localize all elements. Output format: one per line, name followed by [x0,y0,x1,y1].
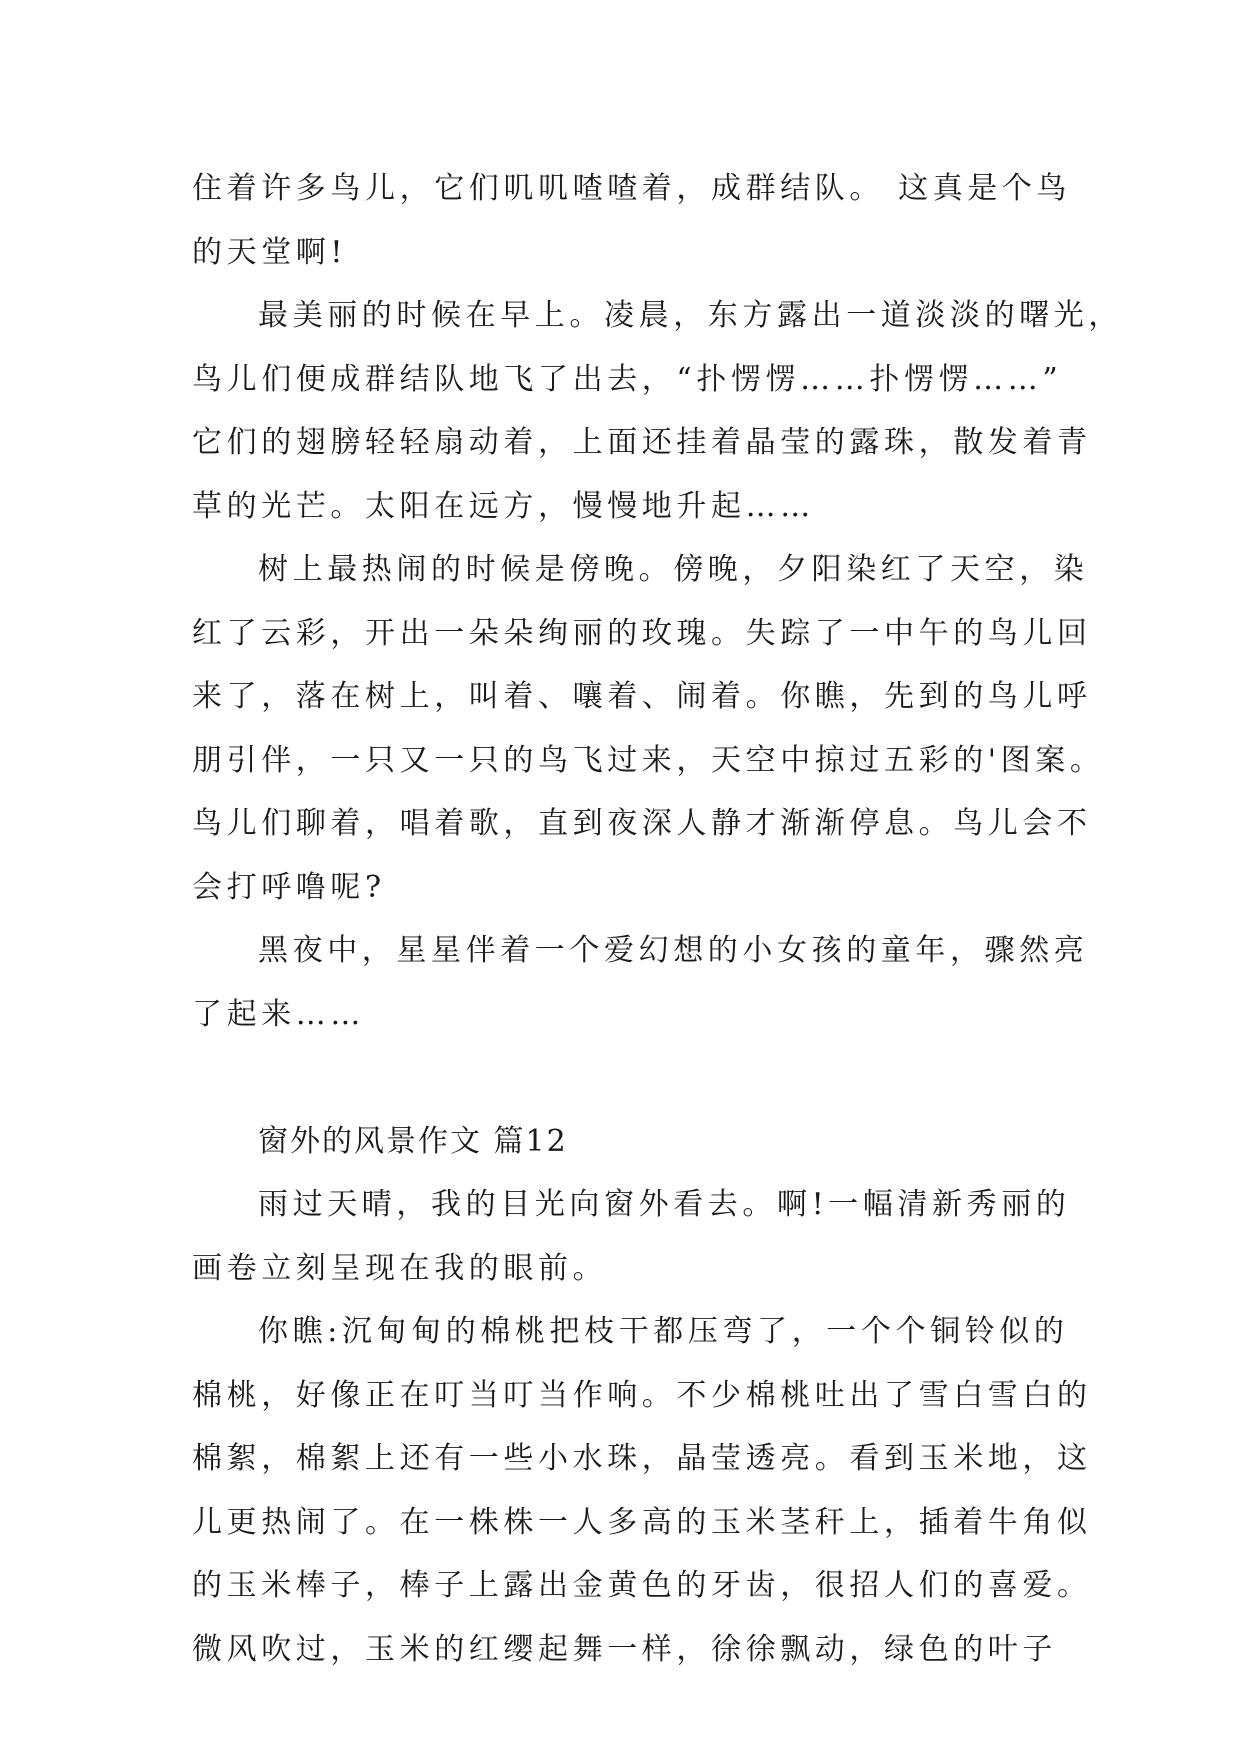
text-line: 画卷立刻呈现在我的眼前。 [192,1250,608,1286]
text-line: 鸟儿们聊着，唱着歌，直到夜深人静才渐渐停息。鸟儿会不 [192,806,1092,841]
text-line: 棉絮，棉絮上还有一些小水珠，晶莹透亮。看到玉米地，这 [192,1441,1092,1476]
text-line: 红了云彩，开出一朵朵绚丽的玫瑰。失踪了一中午的鸟儿回 [192,615,1092,651]
text-line: 了起来…… [192,996,365,1032]
document-page [192,157,1123,1681]
text-line: 棉桃，好像正在叮当叮当作响。不少棉桃吐出了雪白雪白的 [192,1377,1092,1413]
paragraph-start-line: 黑夜中，星星伴着一个爱幻想的小女孩的童年，骤然亮 [258,933,1089,968]
section-heading: 窗外的风景作文 篇12 [258,1123,568,1159]
paragraph-start-line: 你瞧:沉甸甸的棉桃把枝干都压弯了，一个个铜铃似的 [258,1314,1069,1349]
text-line: 鸟儿们便成群结队地飞了出去，“扑愣愣……扑愣愣……” [192,361,1063,397]
text-line: 它们的翅膀轻轻扇动着，上面还挂着晶莹的露珠，散发着青 [192,425,1092,460]
text-line: 儿更热闹了。在一株株一人多高的玉米茎秆上，插着牛角似 [192,1504,1092,1540]
text-line: 的天堂啊! [192,234,348,270]
text-line: 的玉米棒子，棒子上露出金黄色的牙齿，很招人们的喜爱。 [192,1568,1092,1603]
text-line: 住着许多鸟儿，它们叽叽喳喳着，成群结队。 这真是个鸟 [192,171,1072,206]
text-line: 会打呼噜呢? [192,869,386,905]
text-line: 草的光芒。太阳在远方，慢慢地升起…… [192,488,815,524]
text-line: 来了，落在树上，叫着、嚷着、闹着。你瞧，先到的鸟儿呼 [192,679,1092,714]
paragraph-start-line: 雨过天晴，我的目光向窗外看去。啊!一幅清新秀丽的 [258,1187,1071,1222]
text-line: 微风吹过，玉米的红缨起舞一样，徐徐飘动，绿色的叶子 [192,1631,1057,1667]
paragraph-start-line: 最美丽的时候在早上。凌晨，东方露出一道淡淡的曙光， [258,298,1123,333]
text-line: 朋引伴，一只又一只的鸟飞过来，天空中掠过五彩的'图案。 [192,742,1105,778]
section-spacer [192,1046,1054,1110]
paragraph-start-line: 树上最热闹的时候是傍晚。傍晚，夕阳染红了天空，染 [258,552,1089,587]
